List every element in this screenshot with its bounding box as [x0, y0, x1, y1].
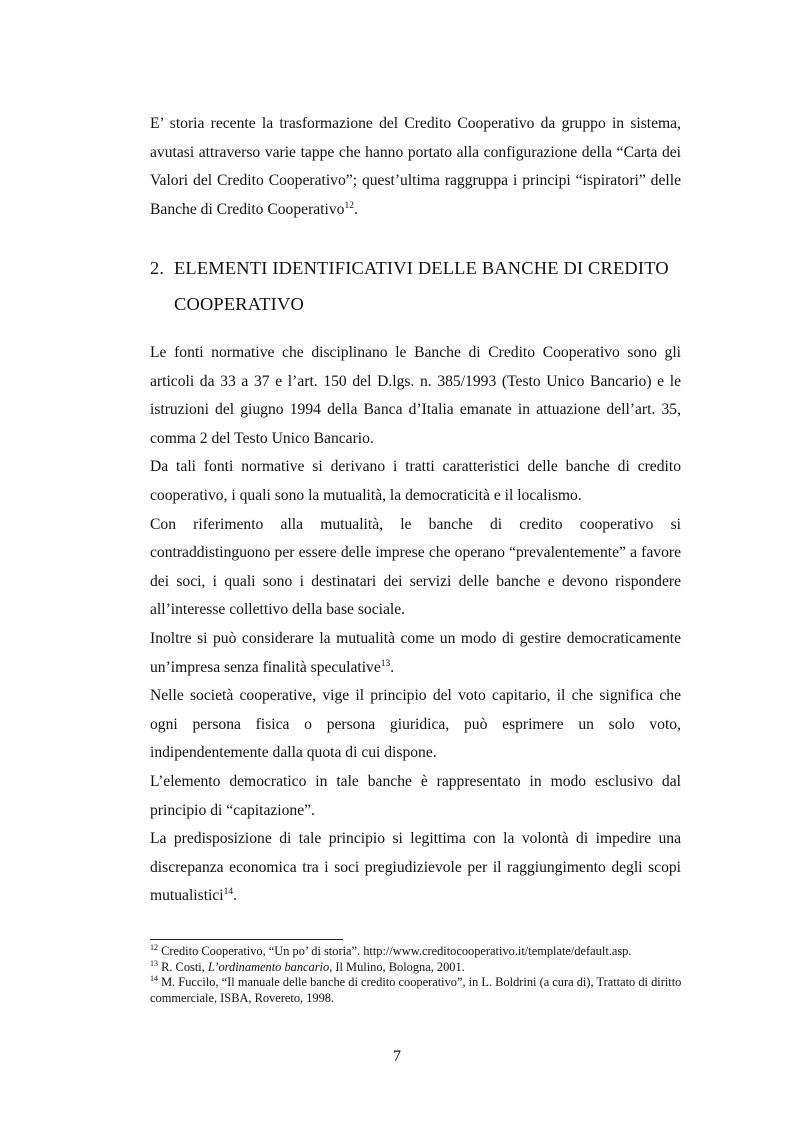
footnote-ref-14[interactable]: 14: [223, 887, 234, 898]
footnote-12: $^{12}$ Credito Cooperativo, “Un po’ di storia”. http://www.creditocooperativo.it/template/default.asp.: [150, 943, 632, 958]
footnote-13: $^{13}$ R. Costi, L’ordinamento bancario, Il Mulino, Bologna, 2001.: [150, 958, 465, 974]
footnote-ref-12[interactable]: 12: [344, 200, 354, 211]
section-title-line2: COOPERATIVO: [174, 294, 304, 314]
paragraph-democratic-element: L’elemento democratico in tale banche è rappresentato in modo esclusivo dal principio di “capitazione”.: [150, 772, 681, 819]
paragraph-vote: Nelle società cooperative, vige il principio del voto capitario, il che significa che ogni persona fisica o persona giuridica, può esprimere un solo voto, indipendentemente dalla quota di cui dispone.: [150, 687, 681, 762]
section-number: 2.: [150, 258, 165, 278]
paragraph-mutuality: Con riferimento alla mutualità, le banche di credito cooperativo si contraddistinguono per essere delle imprese che operano “prevalentemente” a favore dei soci, i quali sono i destinatari dei servizi delle banche e devono rispondere all’interesse collettivo della base sociale.: [150, 515, 681, 619]
section-heading: [150, 250, 690, 322]
footnote-ref-13[interactable]: 13: [380, 658, 391, 669]
paragraph-principle: La predisposizione di tale principio si legittima con la volontà di impedire una discrepanza economica tra i soci pregiudizievole per il raggiungimento degli scopi mutualistici$^{14}$.: [150, 830, 681, 905]
intro-text: E’ storia recente la trasformazione del Credito Cooperativo da gruppo in sistema, avutasi attraverso varie tappe che hanno portato alla configurazione della “Carta dei Valori del Credito Cooperativo”; quest’ultima raggruppa i principi “ispiratori” delle Banche di Credito Cooperativo: [150, 115, 681, 218]
footnotes: [150, 944, 685, 1006]
footnote-14: $^{14}$ M. Fuccilo, “Il manuale delle banche di credito cooperativo”, in L. Boldrini (a cura di), Trattato di diritto commerciale, ISBA, Rovereto, 1998.: [150, 974, 682, 1005]
page-number: 7: [393, 1048, 401, 1065]
main-body: [150, 339, 681, 911]
paragraph-traits: Da tali fonti normative si derivano i tratti caratteristici delle banche di credito cooperativo, i quali sono la mutualità, la democraticità e il localismo.: [150, 458, 681, 504]
section-title-line1: ELEMENTI IDENTIFICATIVI DELLE BANCHE DI CREDITO: [174, 258, 669, 278]
paragraph-democratic-management: Inoltre si può considerare la mutualità come un modo di gestire democraticamente un’impresa senza finalità speculative$^{13}$.: [150, 629, 681, 676]
paragraph-sources: Le fonti normative che disciplinano le Banche di Credito Cooperativo sono gli articoli da 33 a 37 e l’art. 150 del D.lgs. n. 385/1993 (Testo Unico Bancario) e le istruzioni del giugno 1994 della Banca d’Italia emanate in attuazione dell’art. 35, comma 2 del Testo Unico Bancario.: [150, 344, 681, 447]
footnote-separator: [150, 939, 343, 940]
intro-paragraph: E’ storia recente la trasformazione del Credito Cooperativo da gruppo in sistema, avutasi attraverso varie tappe che hanno portato alla configurazione della “Carta dei Valori del Credito Cooperativo”; quest’ultima raggruppa i principi “ispiratori” delle Banche di Credito Cooperativo$^{12}$.: [150, 115, 681, 218]
